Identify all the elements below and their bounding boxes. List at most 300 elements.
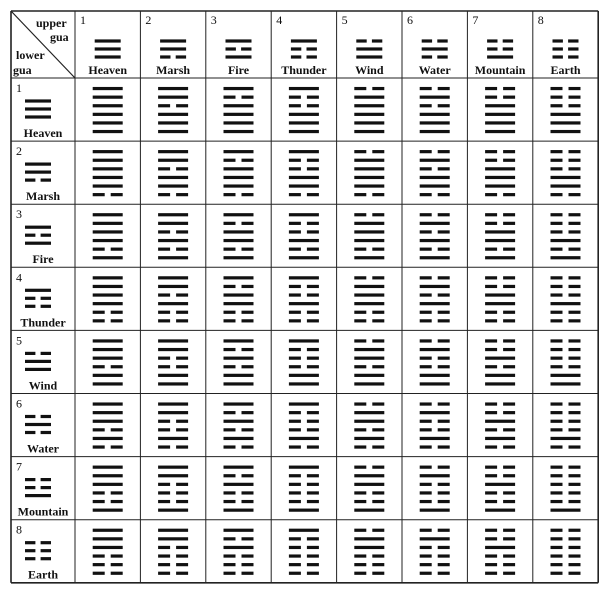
yin-line — [372, 87, 384, 90]
yang-line — [224, 150, 254, 153]
yin-line — [158, 428, 170, 431]
yang-line — [354, 130, 384, 133]
yang-line — [224, 230, 254, 233]
hexagram-fire-over-thunder — [224, 276, 254, 322]
yang-line — [420, 256, 450, 259]
yang-line — [485, 121, 515, 124]
yin-line — [307, 500, 319, 503]
yang-line — [487, 55, 513, 58]
hexagram-thunder-over-wind — [289, 339, 319, 385]
yang-line — [289, 176, 319, 179]
yin-line — [569, 466, 581, 469]
hexagram-thunder-over-thunder — [289, 276, 319, 322]
yin-line — [307, 319, 319, 322]
yin-line — [503, 248, 515, 251]
yin-line — [551, 193, 563, 196]
yin-line — [503, 529, 515, 532]
yang-line — [158, 239, 188, 242]
yin-line — [438, 248, 450, 251]
yin-line — [372, 311, 384, 314]
yin-line — [307, 96, 319, 99]
yin-line — [176, 546, 188, 549]
yin-line — [176, 167, 188, 170]
yin-line — [289, 572, 301, 575]
yin-line — [422, 55, 432, 58]
yang-line — [420, 474, 450, 477]
yang-line — [158, 374, 188, 377]
yin-line — [569, 339, 581, 342]
yang-line — [25, 289, 51, 292]
yang-line — [93, 239, 123, 242]
yin-line — [242, 193, 254, 196]
hexagram-fire-over-marsh — [224, 150, 254, 196]
yang-line — [354, 256, 384, 259]
yang-line — [485, 184, 515, 187]
yang-line — [289, 374, 319, 377]
yin-line — [176, 483, 188, 486]
yin-line — [354, 445, 366, 448]
yang-line — [224, 239, 254, 242]
yin-line — [485, 554, 497, 557]
yin-line — [485, 491, 497, 494]
yang-line — [289, 87, 319, 90]
yang-line — [420, 96, 450, 99]
hexagram-water-over-heaven — [420, 87, 450, 133]
yin-line — [438, 193, 450, 196]
yang-line — [158, 121, 188, 124]
yang-line — [354, 104, 384, 107]
yang-line — [551, 256, 581, 259]
yin-line — [176, 572, 188, 575]
yang-line — [551, 184, 581, 187]
yin-line — [485, 213, 497, 216]
yin-line — [176, 193, 188, 196]
yin-line — [307, 572, 319, 575]
yin-line — [372, 529, 384, 532]
hexagram-mountain-over-wind — [485, 339, 515, 385]
yin-line — [176, 311, 188, 314]
gua-name: Wind — [28, 378, 58, 393]
yin-line — [25, 557, 35, 560]
yin-line — [41, 179, 51, 182]
yin-line — [487, 39, 497, 42]
yin-line — [289, 319, 301, 322]
yin-line — [420, 87, 432, 90]
yin-line — [485, 563, 497, 566]
gua-name: Fire — [227, 63, 250, 77]
yin-line — [158, 104, 170, 107]
yin-line — [485, 411, 497, 414]
yang-line — [289, 437, 319, 440]
gua-name: Heaven — [23, 126, 63, 140]
yin-line — [551, 96, 563, 99]
yin-line — [503, 537, 515, 540]
yin-line — [569, 529, 581, 532]
yin-line — [242, 319, 254, 322]
yang-line — [93, 87, 123, 90]
yin-line — [553, 39, 563, 42]
yang-line — [160, 47, 186, 50]
yin-line — [354, 248, 366, 251]
yin-line — [372, 491, 384, 494]
yang-line — [158, 256, 188, 259]
yin-line — [569, 411, 581, 414]
hexagram-earth-over-thunder — [551, 276, 581, 322]
yin-line — [289, 222, 301, 225]
yang-line — [354, 159, 384, 162]
yin-line — [158, 248, 170, 251]
yin-line — [242, 563, 254, 566]
yin-line — [569, 276, 581, 279]
yin-line — [485, 572, 497, 575]
yin-line — [569, 319, 581, 322]
yin-line — [503, 47, 513, 50]
yin-line — [569, 420, 581, 423]
yin-line — [569, 365, 581, 368]
yin-line — [354, 563, 366, 566]
yin-line — [372, 248, 384, 251]
yin-line — [569, 402, 581, 405]
gua-number: 2 — [16, 144, 22, 159]
yin-line — [551, 276, 563, 279]
yang-line — [289, 276, 319, 279]
yang-line — [158, 339, 188, 342]
yang-line — [93, 285, 123, 288]
yin-line — [485, 159, 497, 162]
yang-line — [551, 302, 581, 305]
gua-name: Water — [418, 63, 451, 77]
yang-line — [95, 55, 121, 58]
yin-line — [93, 193, 105, 196]
yin-line — [176, 248, 188, 251]
yin-line — [224, 445, 236, 448]
yin-line — [307, 159, 319, 162]
yin-line — [420, 500, 432, 503]
yin-line — [569, 87, 581, 90]
yang-line — [354, 374, 384, 377]
yin-line — [438, 546, 450, 549]
yin-line — [372, 402, 384, 405]
yang-line — [551, 374, 581, 377]
yin-line — [420, 365, 432, 368]
yin-line — [485, 348, 497, 351]
yin-line — [372, 365, 384, 368]
yang-line — [420, 159, 450, 162]
yang-line — [224, 276, 254, 279]
yin-line — [354, 311, 366, 314]
yin-line — [242, 248, 254, 251]
yin-line — [354, 339, 366, 342]
yin-line — [503, 491, 515, 494]
yang-line — [93, 256, 123, 259]
gua-name: Earth — [550, 63, 581, 77]
yin-line — [503, 339, 515, 342]
yin-line — [485, 445, 497, 448]
upper-gua-headers — [80, 13, 581, 77]
yin-line — [485, 474, 497, 477]
yin-line — [551, 563, 563, 566]
yang-line — [289, 466, 319, 469]
yang-line — [551, 113, 581, 116]
yin-line — [176, 357, 188, 360]
yang-line — [422, 47, 448, 50]
yin-line — [158, 365, 170, 368]
yin-line — [485, 96, 497, 99]
yang-line — [93, 293, 123, 296]
yin-line — [289, 285, 301, 288]
gua-name: Marsh — [156, 63, 191, 77]
yin-line — [289, 96, 301, 99]
yin-line — [242, 159, 254, 162]
yin-line — [485, 276, 497, 279]
yin-line — [158, 491, 170, 494]
yin-line — [111, 563, 123, 566]
hexagram-heaven-over-wind — [93, 339, 123, 385]
yin-line — [438, 554, 450, 557]
yin-line — [438, 529, 450, 532]
lower-gua-header-thunder — [16, 270, 66, 329]
yin-line — [176, 445, 188, 448]
yang-line — [354, 537, 384, 540]
yin-line — [551, 420, 563, 423]
yin-line — [420, 213, 432, 216]
yin-line — [307, 554, 319, 557]
trigram-symbol — [25, 478, 51, 497]
yin-line — [551, 159, 563, 162]
yin-line — [420, 230, 432, 233]
yang-line — [158, 529, 188, 532]
hexagram-heaven-over-marsh — [93, 150, 123, 196]
yin-line — [503, 213, 515, 216]
yin-line — [307, 420, 319, 423]
yang-line — [289, 184, 319, 187]
hexagram-heaven-over-earth — [93, 529, 123, 575]
gua-number: 1 — [80, 13, 86, 27]
yin-line — [307, 167, 319, 170]
yin-line — [551, 319, 563, 322]
yang-line — [354, 546, 384, 549]
gua-name: Water — [27, 441, 59, 456]
hexagram-heaven-over-fire — [93, 213, 123, 259]
hexagram-fire-over-heaven — [224, 87, 254, 133]
yin-line — [438, 319, 450, 322]
yin-line — [438, 402, 450, 405]
yin-line — [354, 365, 366, 368]
yin-line — [111, 319, 123, 322]
yin-line — [437, 55, 447, 58]
yin-line — [420, 193, 432, 196]
yin-line — [569, 348, 581, 351]
yin-line — [242, 348, 254, 351]
yin-line — [372, 445, 384, 448]
yin-line — [25, 478, 35, 481]
yang-line — [25, 99, 51, 102]
yang-line — [551, 382, 581, 385]
yang-line — [224, 130, 254, 133]
yin-line — [420, 563, 432, 566]
yin-line — [485, 537, 497, 540]
yin-line — [25, 431, 35, 434]
yin-line — [307, 222, 319, 225]
yin-line — [551, 348, 563, 351]
yin-line — [242, 285, 254, 288]
yin-line — [420, 248, 432, 251]
gua-number: 6 — [407, 13, 413, 27]
corner-header-cell — [11, 11, 75, 78]
yin-line — [569, 500, 581, 503]
yang-line — [93, 167, 123, 170]
hexagram-heaven-over-heaven — [93, 87, 123, 133]
yin-line — [420, 554, 432, 557]
yin-line — [503, 222, 515, 225]
yin-line — [551, 365, 563, 368]
yin-line — [420, 167, 432, 170]
yin-line — [291, 47, 301, 50]
hexagram-fire-over-water — [224, 402, 254, 448]
yin-line — [503, 276, 515, 279]
hexagram-marsh-over-mountain — [158, 466, 188, 512]
trigram-symbol — [356, 39, 382, 58]
yang-line — [158, 176, 188, 179]
yang-line — [95, 39, 121, 42]
yang-line — [93, 130, 123, 133]
yang-line — [485, 113, 515, 116]
yin-line — [242, 554, 254, 557]
yin-line — [224, 319, 236, 322]
yang-line — [485, 483, 515, 486]
yin-line — [485, 365, 497, 368]
hexagram-fire-over-wind — [224, 339, 254, 385]
yin-line — [289, 311, 301, 314]
yang-line — [485, 104, 515, 107]
yin-line — [485, 500, 497, 503]
yin-line — [372, 339, 384, 342]
yin-line — [242, 428, 254, 431]
yin-line — [241, 47, 251, 50]
yang-line — [354, 293, 384, 296]
yin-line — [354, 150, 366, 153]
yin-line — [111, 445, 123, 448]
yin-line — [503, 572, 515, 575]
lower-gua-header-marsh — [16, 144, 60, 203]
yin-line — [25, 234, 35, 237]
yin-line — [242, 572, 254, 575]
yang-line — [289, 239, 319, 242]
corner-lower-label: lower — [16, 48, 45, 62]
yin-line — [551, 293, 563, 296]
yang-line — [93, 411, 123, 414]
yang-line — [485, 509, 515, 512]
yin-line — [307, 104, 319, 107]
trigram-symbol — [25, 352, 51, 371]
hexagram-marsh-over-fire — [158, 213, 188, 259]
hexagram-marsh-over-water — [158, 402, 188, 448]
yin-line — [503, 554, 515, 557]
trigram-symbol — [25, 289, 51, 308]
yin-line — [111, 311, 123, 314]
yang-line — [158, 150, 188, 153]
yin-line — [553, 55, 563, 58]
yang-line — [158, 537, 188, 540]
yang-line — [354, 167, 384, 170]
yin-line — [41, 478, 51, 481]
gua-name: Marsh — [26, 189, 60, 204]
yang-line — [485, 167, 515, 170]
yin-line — [93, 554, 105, 557]
yang-line — [158, 222, 188, 225]
yang-line — [158, 348, 188, 351]
yin-line — [551, 104, 563, 107]
yang-line — [158, 382, 188, 385]
trigram-symbol — [25, 99, 51, 118]
yang-line — [93, 150, 123, 153]
yin-line — [438, 445, 450, 448]
yang-line — [224, 113, 254, 116]
yang-line — [25, 171, 51, 174]
yin-line — [307, 483, 319, 486]
yin-line — [307, 293, 319, 296]
yang-line — [93, 420, 123, 423]
yin-line — [93, 311, 105, 314]
yin-line — [176, 491, 188, 494]
yang-line — [224, 382, 254, 385]
yang-line — [93, 302, 123, 305]
yin-line — [158, 193, 170, 196]
yang-line — [551, 239, 581, 242]
yin-line — [551, 554, 563, 557]
trigram-symbol — [25, 541, 51, 560]
yang-line — [93, 121, 123, 124]
yin-line — [420, 428, 432, 431]
yin-line — [503, 402, 515, 405]
yin-line — [438, 428, 450, 431]
yin-line — [569, 554, 581, 557]
yang-line — [224, 104, 254, 107]
yang-line — [354, 222, 384, 225]
yin-line — [224, 563, 236, 566]
yin-line — [176, 104, 188, 107]
yang-line — [224, 546, 254, 549]
yin-line — [111, 491, 123, 494]
yang-line — [420, 130, 450, 133]
yang-line — [93, 96, 123, 99]
yin-line — [372, 572, 384, 575]
hexagram-wind-over-fire — [354, 213, 384, 259]
yin-line — [307, 491, 319, 494]
yin-line — [372, 150, 384, 153]
yang-line — [354, 230, 384, 233]
yin-line — [289, 563, 301, 566]
yang-line — [354, 348, 384, 351]
yin-line — [485, 319, 497, 322]
hexagram-heaven-over-water — [93, 402, 123, 448]
yin-line — [569, 150, 581, 153]
yin-line — [438, 293, 450, 296]
yin-line — [160, 55, 170, 58]
yang-line — [356, 55, 382, 58]
yin-line — [289, 483, 301, 486]
yin-line — [372, 428, 384, 431]
yin-line — [242, 365, 254, 368]
yin-line — [242, 96, 254, 99]
yang-line — [158, 302, 188, 305]
yin-line — [551, 339, 563, 342]
yang-line — [485, 302, 515, 305]
yin-line — [420, 276, 432, 279]
yin-line — [289, 474, 301, 477]
yang-line — [93, 113, 123, 116]
gua-name: Fire — [32, 252, 54, 267]
